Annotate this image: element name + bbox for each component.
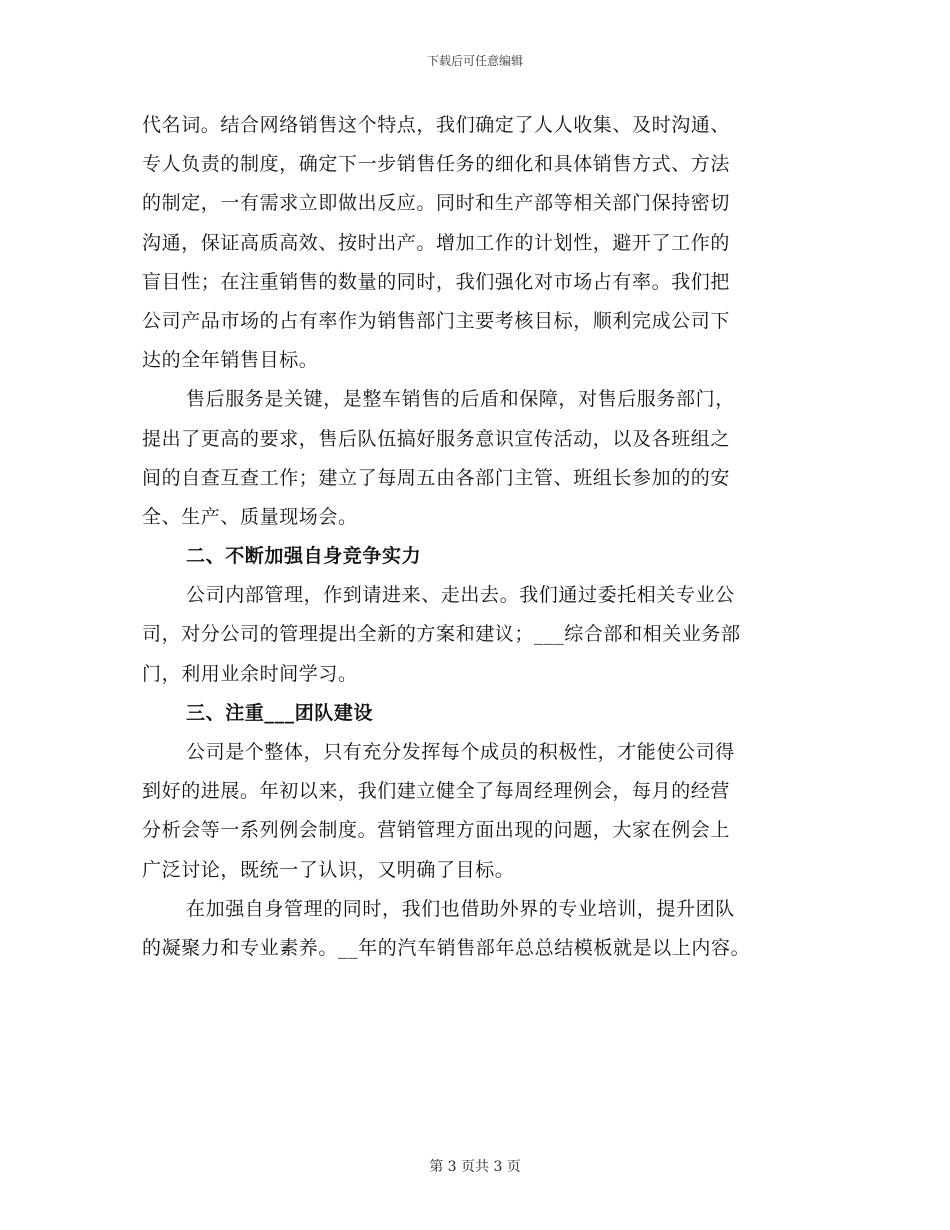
text-line: 沟通，保证高质高效、按时出产。增加工作的计划性，避开了工作的 [142,231,731,254]
page-header: 下载后可任意编辑 [426,54,523,68]
page-footer: 第 3 页共 3 页 [429,1159,521,1175]
text-line: 广泛讨论，既统一了认识，又明确了目标。 [142,858,515,881]
document-body [142,106,810,968]
text-line: 公司内部管理，作到请进来、走出去。我们通过委托相关专业公 [186,584,735,607]
text-line: 间的自查互查工作；建立了每周五由各部门主管、班组长参加的的安 [142,466,731,489]
text-line: 在加强自身管理的同时，我们也借助外界的专业培训，提升团队 [186,897,735,920]
text-line: 全、生产、质量现场会。 [142,505,358,528]
text-line: 公司是个整体，只有充分发挥每个成员的积极性，才能使公司得 [186,741,735,763]
text-line: 专人负责的制度，确定下一步销售任务的细化和具体销售方式、方法 [142,153,731,176]
text-line: 提出了更高的要求，售后队伍搞好服务意识宣传活动，以及各班组之 [142,427,731,450]
text-line: 达的全年销售目标。 [142,349,319,372]
text-line: 盲目性；在注重销售的数量的同时，我们强化对市场占有率。我们把 [142,270,731,293]
text-line: 门，利用业余时间学习。 [142,662,358,685]
section-heading: 三、注重___团队建设 [186,701,374,724]
section-heading: 二、不断加强自身竞争实力 [186,545,422,568]
text-line: 的制定，一有需求立即做出反应。同时和生产部等相关部门保持密切 [142,192,731,215]
text-line: 代名词。结合网络销售这个特点，我们确定了人人收集、及时沟通、 [142,114,731,136]
text-line: 售后服务是关键，是整车销售的后盾和保障，对售后服务部门， [186,388,735,411]
text-line: 分析会等一系列例会制度。营销管理方面出现的问题，大家在例会上 [142,819,731,842]
text-line: 到好的进展。年初以来，我们建立健全了每周经理例会，每月的经营 [142,780,731,803]
text-line: 公司产品市场的占有率作为销售部门主要考核目标，顺利完成公司下 [142,309,731,332]
text-line: 的凝聚力和专业素养。__年的汽车销售部年总总结模板就是以上内容。 [142,936,751,959]
text-line: 司，对分公司的管理提出全新的方案和建议；___综合部和相关业务部 [142,623,741,646]
